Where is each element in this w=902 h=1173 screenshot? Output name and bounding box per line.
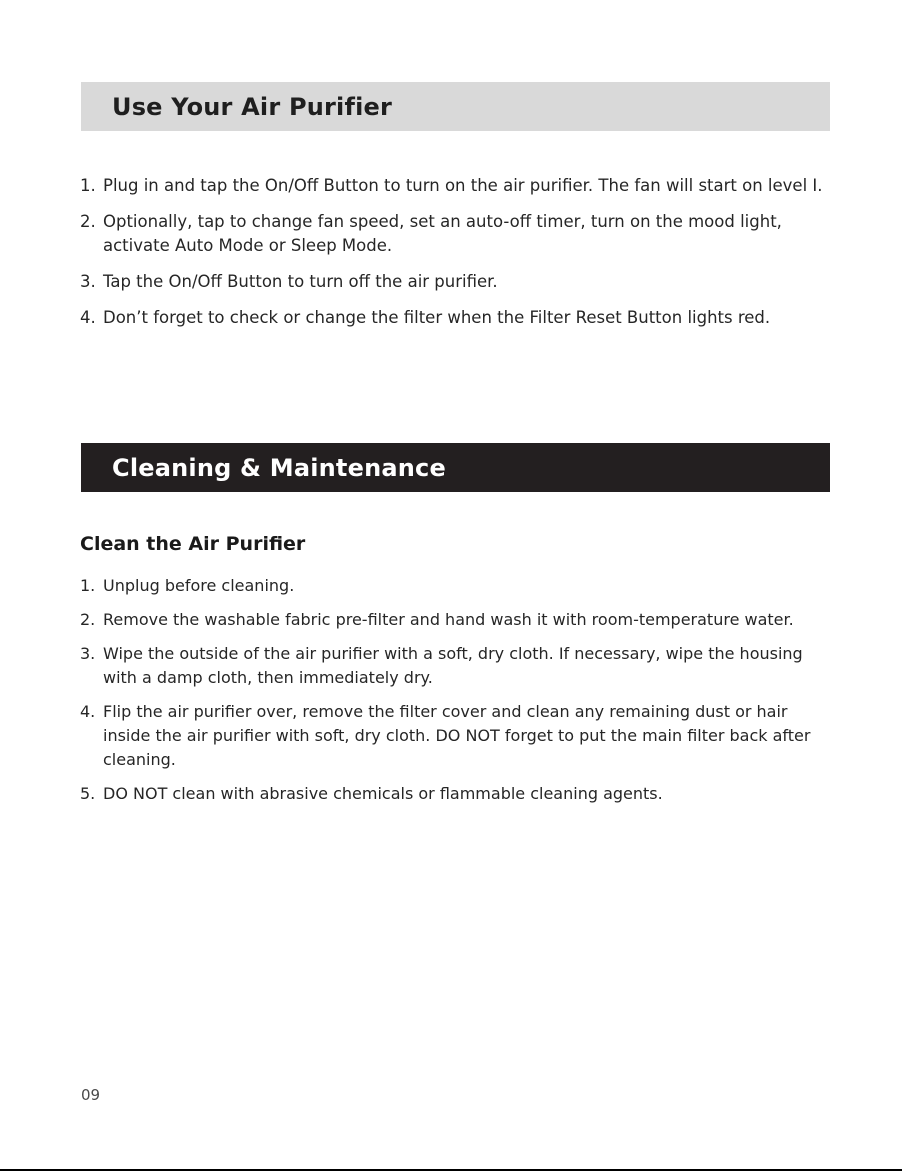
step-number: 2. xyxy=(80,212,96,231)
step-text: Optionally, tap to change fan speed, set an auto-off timer, turn on the mood light, activate Auto Mode or Sleep Mode. xyxy=(103,212,782,255)
section-title-cleaning: Cleaning & Maintenance xyxy=(112,453,446,482)
list-item xyxy=(80,700,832,772)
list-item xyxy=(80,782,832,806)
step-number: 1. xyxy=(80,576,96,595)
bottom-divider xyxy=(0,1169,902,1171)
page-number: 09 xyxy=(81,1086,101,1104)
use-steps-list xyxy=(80,174,832,342)
subheading-clean-air-purifier: Clean the Air Purifier xyxy=(80,533,306,555)
list-item xyxy=(80,574,832,598)
section-banner-cleaning xyxy=(81,443,830,492)
step-number: 3. xyxy=(80,644,96,663)
step-number: 4. xyxy=(80,308,96,327)
section-banner-use xyxy=(81,82,830,131)
step-text: Flip the air purifier over, remove the filter cover and clean any remaining dust or hair inside the air purifier with soft, dry cloth. DO NOT forget to put the main filter back after cleaning. xyxy=(103,702,811,769)
step-number: 1. xyxy=(80,176,96,195)
step-text: Plug in and tap the On/Off Button to turn on the air purifier. The fan will start on level I. xyxy=(103,176,823,195)
list-item xyxy=(80,210,832,258)
list-item xyxy=(80,174,832,198)
step-text: Unplug before cleaning. xyxy=(103,576,295,595)
step-text: Don’t forget to check or change the filter when the Filter Reset Button lights red. xyxy=(103,308,771,327)
cleaning-steps-list xyxy=(80,574,832,816)
list-item xyxy=(80,608,832,632)
step-number: 4. xyxy=(80,702,96,721)
list-item xyxy=(80,642,832,690)
section-title-use: Use Your Air Purifier xyxy=(112,92,393,121)
step-number: 2. xyxy=(80,610,96,629)
step-text: Remove the washable fabric pre-filter and hand wash it with room-temperature water. xyxy=(103,610,794,629)
step-number: 5. xyxy=(80,784,96,803)
step-text: Wipe the outside of the air purifier with a soft, dry cloth. If necessary, wipe the housing with a damp cloth, then immediately dry. xyxy=(103,644,803,687)
list-item xyxy=(80,306,832,330)
step-text: DO NOT clean with abrasive chemicals or flammable cleaning agents. xyxy=(103,784,663,803)
list-item xyxy=(80,270,832,294)
step-number: 3. xyxy=(80,272,96,291)
step-text: Tap the On/Off Button to turn off the air purifier. xyxy=(103,272,498,291)
